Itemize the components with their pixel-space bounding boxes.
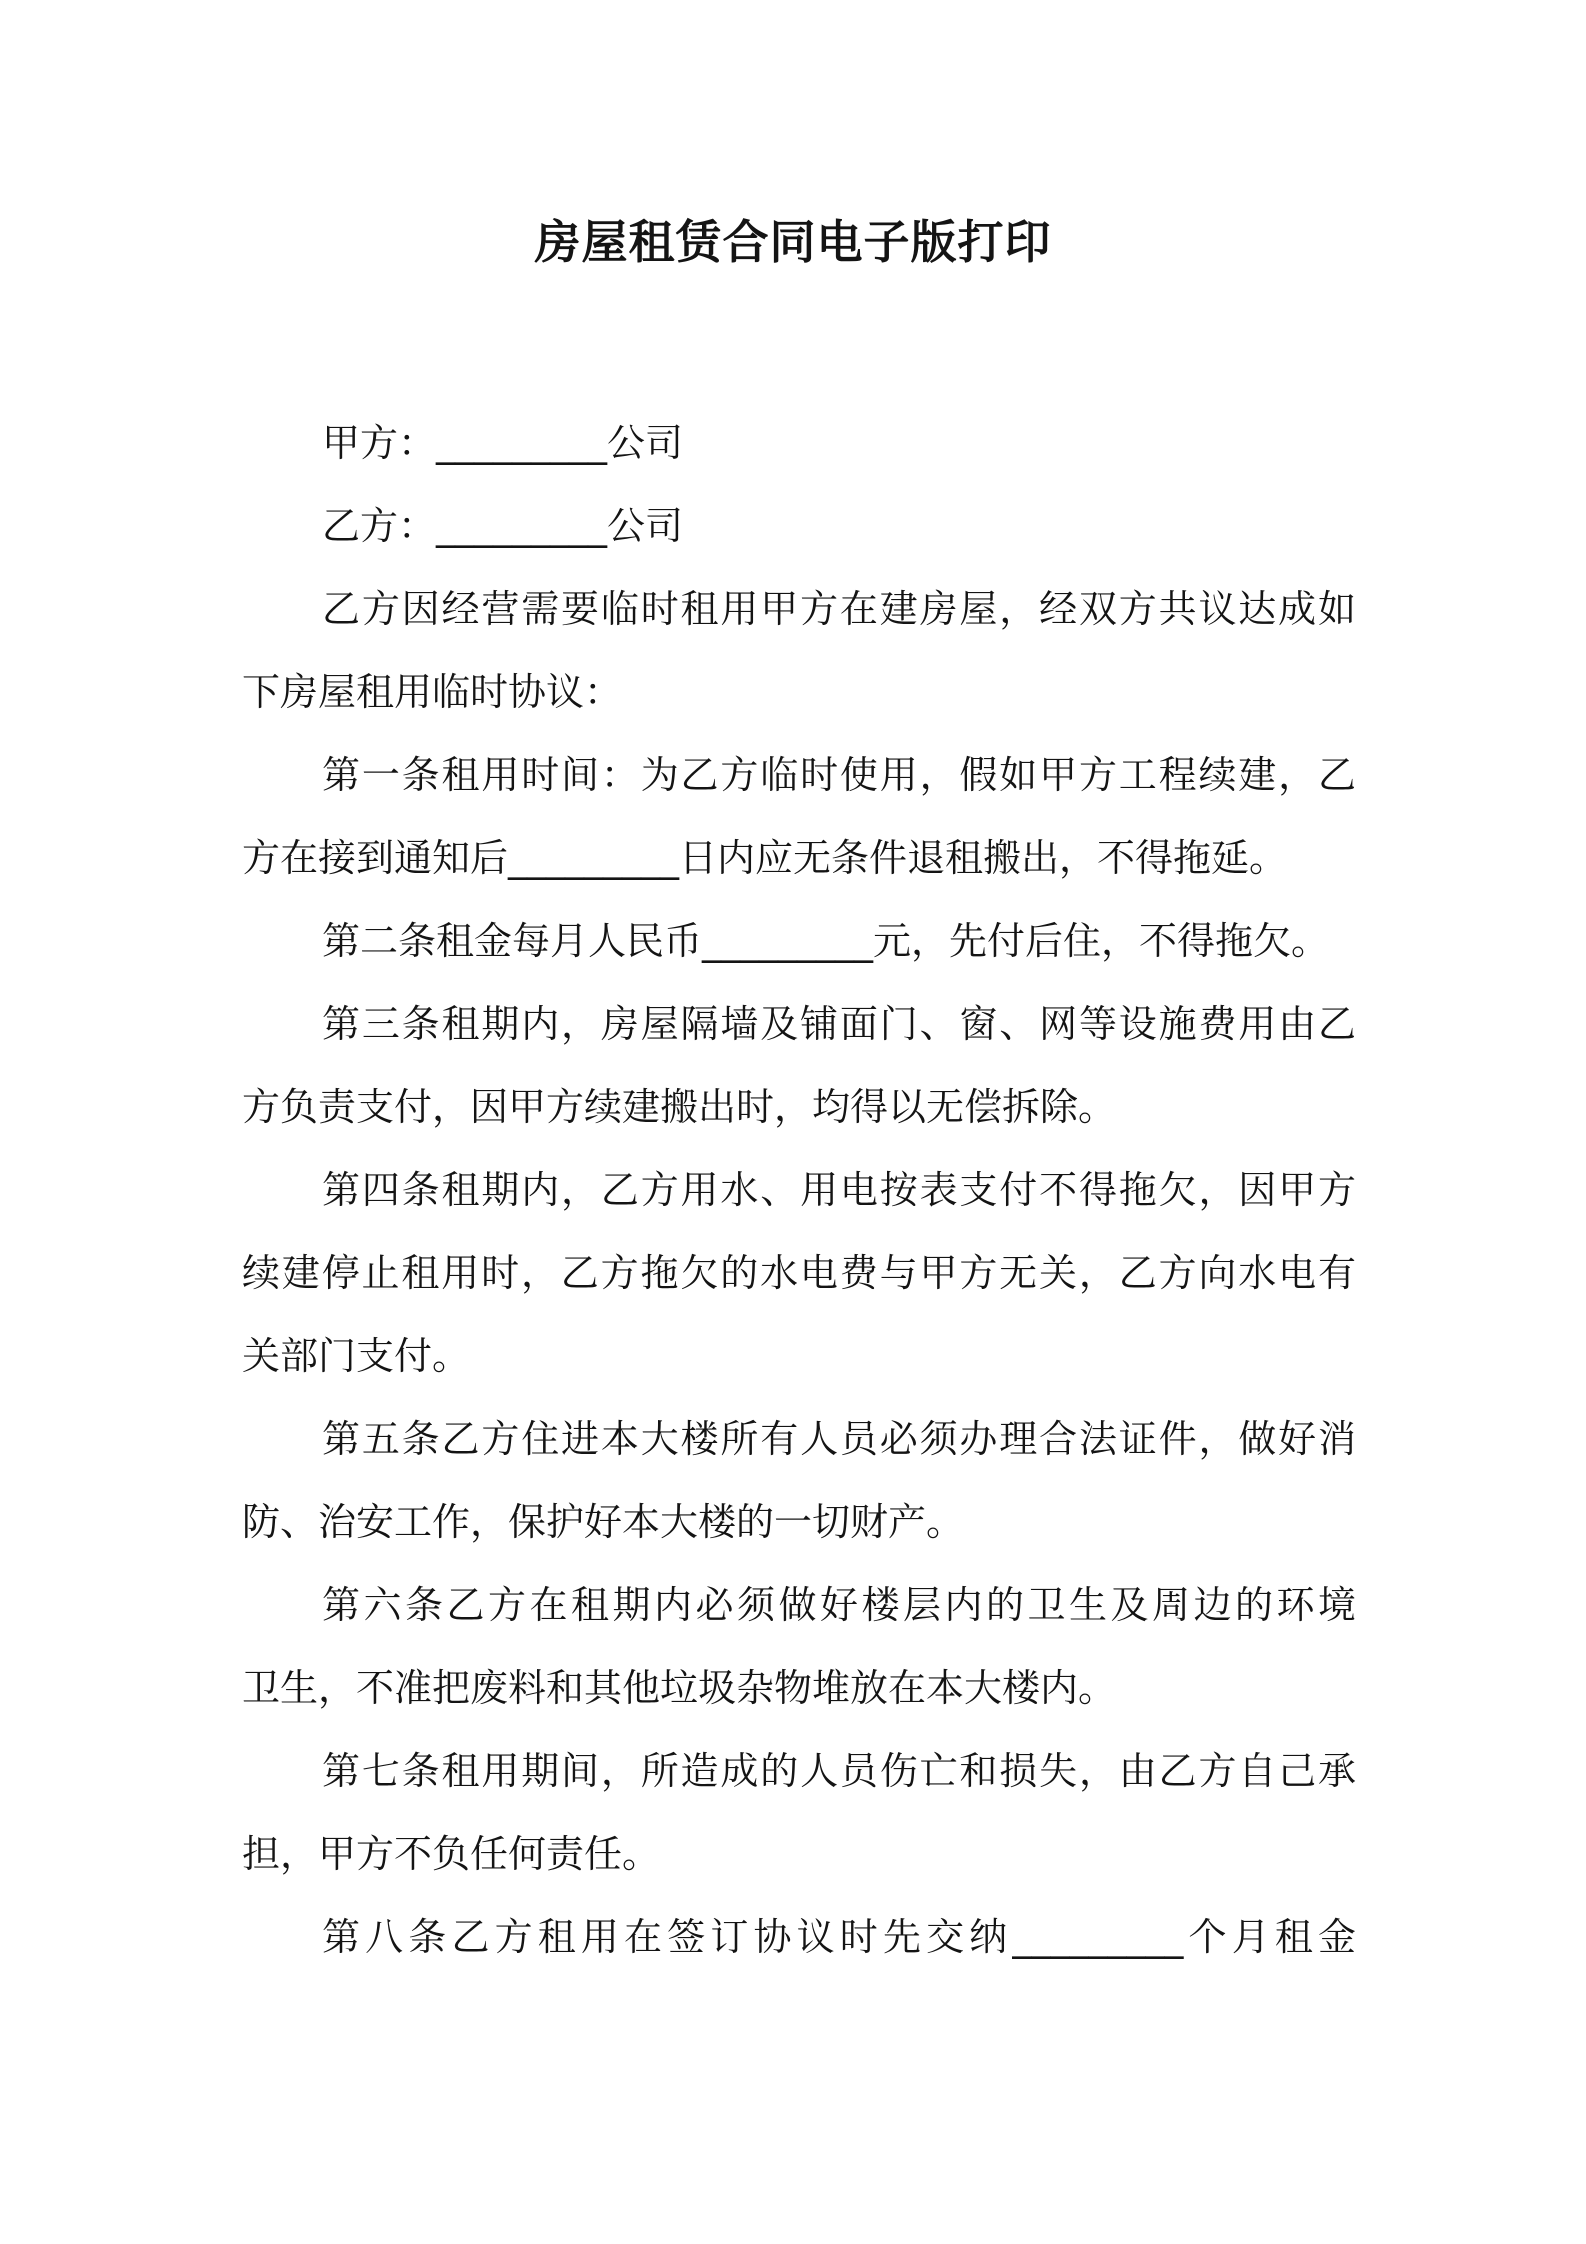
clause-1-line-2: 方在接到通知后_________日内应无条件退租搬出，不得拖延。 bbox=[242, 836, 1288, 880]
clause-2-line-1: 第二条租金每月人民币_________元，先付后住，不得拖欠。 bbox=[322, 919, 1330, 963]
party-b-line: 乙方：_________公司 bbox=[322, 504, 684, 548]
clause-4-line-2: 续建停止租用时，乙方拖欠的水电费与甲方无关，乙方向水电有 bbox=[242, 1251, 1356, 1295]
clause-4-line-1: 第四条租期内，乙方用水、用电按表支付不得拖欠，因甲方 bbox=[322, 1168, 1356, 1212]
clause-8-line-1: 第八条乙方租用在签订协议时先交纳_________个月租金 bbox=[322, 1915, 1356, 1959]
clause-1-line-1: 第一条租用时间：为乙方临时使用，假如甲方工程续建，乙 bbox=[322, 753, 1356, 797]
clause-7-line-2: 担，甲方不负任何责任。 bbox=[242, 1832, 661, 1876]
document-title: 房屋租赁合同电子版打印 bbox=[534, 215, 1052, 269]
clause-6-line-1: 第六条乙方在租期内必须做好楼层内的卫生及周边的环境 bbox=[322, 1583, 1356, 1627]
party-a-line: 甲方：_________公司 bbox=[322, 421, 684, 465]
clause-6-line-2: 卫生，不准把废料和其他垃圾杂物堆放在本大楼内。 bbox=[242, 1666, 1117, 1710]
clause-5-line-1: 第五条乙方住进本大楼所有人员必须办理合法证件，做好消 bbox=[322, 1417, 1356, 1461]
clause-4-line-3: 关部门支付。 bbox=[242, 1334, 471, 1378]
document-body bbox=[242, 402, 1356, 1979]
preamble-line-2: 下房屋租用临时协议： bbox=[242, 670, 623, 714]
clause-3-line-1: 第三条租期内，房屋隔墙及铺面门、窗、网等设施费用由乙 bbox=[322, 1002, 1356, 1046]
clause-7-line-1: 第七条租用期间，所造成的人员伤亡和损失，由乙方自己承 bbox=[322, 1749, 1356, 1793]
clause-5-line-2: 防、治安工作，保护好本大楼的一切财产。 bbox=[242, 1500, 965, 1544]
clause-3-line-2: 方负责支付，因甲方续建搬出时，均得以无偿拆除。 bbox=[242, 1085, 1117, 1129]
preamble-line-1: 乙方因经营需要临时租用甲方在建房屋，经双方共议达成如 bbox=[322, 587, 1356, 631]
